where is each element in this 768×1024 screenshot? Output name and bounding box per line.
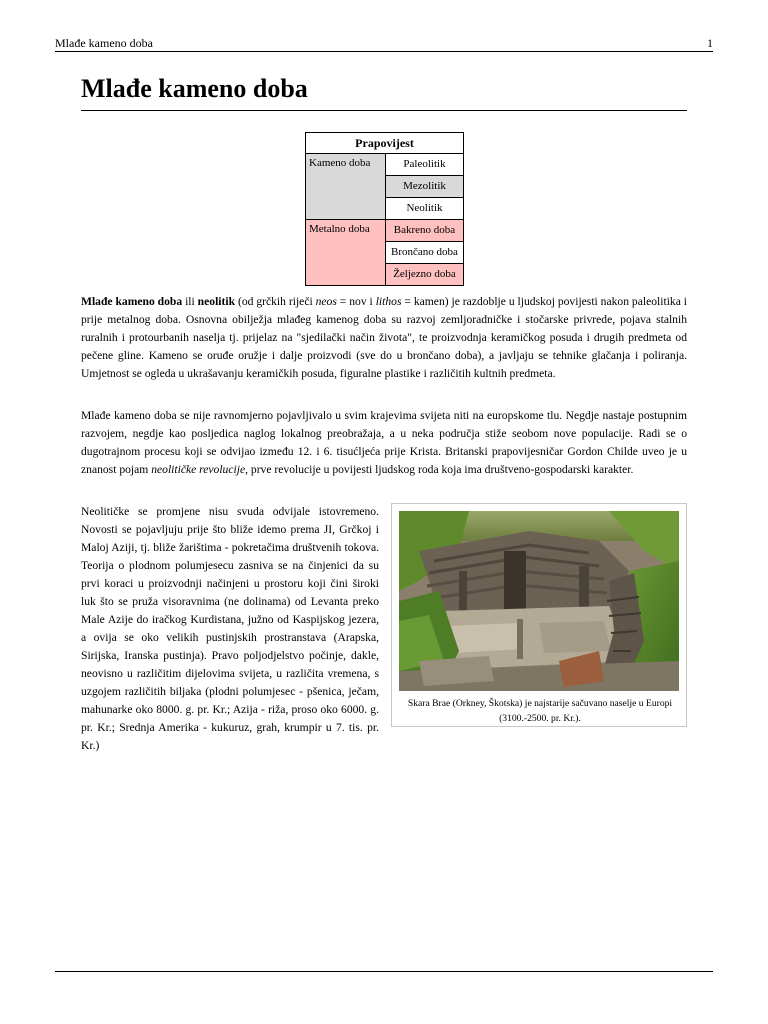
intro-paragraph <box>81 293 687 383</box>
body-paragraph <box>81 503 687 755</box>
figure-caption: Skara Brae (Orkney, Škotska) je najstarije sačuvano naselje u Europi (3100.-2500. pr. Kr.). <box>407 698 673 724</box>
text-run: Neolitičke se promjene nisu svuda odvijale istovremeno. Novosti se pojavljuju prije što bliže idemo prema JI, Grčkoj i Maloj Aziji, tj. bliže žarištima - pokretačima društvenih tokova. Teorija o plodnom polumjesecu zasniva se na činjenici da su prvi koraci u proizvodnji načinjeni u prostoru koji čini široki luk što se pruža visoravnima (ne dolinama) od Levanta preko Male Azije do iračkog Kurdistana, južno od Kaspijskog jezera, a ovija se oko velikih pustinjskih prostranstava (Arapska, Sirijska, Iranska pustinja). Pravo poljodjelstvo počinje, dakle, neovisno u različitim dijelovima svijeta, u različita vremena, s uzgojem različitih biljaka (plodni polumjesec - pšenica, ječam, mahunarke oko 8000. g. pr. Kr.; Azija - riža, proso oko 6000. g. pr. Kr.; Srednja Amerika - kukuruz, grah, krumpir u 7. tis. pr. Kr.) <box>81 505 379 752</box>
infobox-heading: Prapovijest <box>306 133 464 154</box>
text-run: , prve revolucije u povijesti ljudskog roda koja ima društveno-gospodarski karakter. <box>245 463 634 476</box>
term-bold: neolitik <box>197 295 236 308</box>
infobox-stage[interactable]: Paleolitik <box>386 154 464 176</box>
infobox-stage[interactable]: Neolitik <box>386 198 464 220</box>
text-run: = nov i <box>336 295 376 308</box>
running-header <box>55 36 713 50</box>
skara-brae-photo[interactable] <box>399 511 679 691</box>
infobox-stage[interactable]: Željezno doba <box>386 264 464 286</box>
text-run: = kamen) je razdoblje u ljudskoj povijesti nakon paleolitika i prije metalnog doba. Osnovna obilježja mlađeg kamenog doba su razvoj zemljoradničke i stočarske privrede, pojava stalnih ruralnih i protourbanih naselja tj. prijelaz na "sjedilački način života", te proizvodnja keramičkog posuda i drugih predmeta od pečene gline. Kameno se oruđe oružje i dalje proizvodi (sve do u brončano doba), a javljaju se tehnike glačanja i poliranja. Umjetnost se ogleda u ukrašavanju keramičkih posuda, figuralne plastike i različitih kultnih predmeta. <box>81 295 687 380</box>
header-rule <box>55 51 713 52</box>
running-title: Mlađe kameno doba <box>55 36 153 50</box>
text-run: (od grčkih riječi <box>235 295 316 308</box>
body-paragraph <box>81 407 687 479</box>
title-rule <box>81 110 687 111</box>
term-italic: neos <box>315 295 337 308</box>
infobox-group-stone-age: Kameno doba <box>306 154 386 220</box>
term-bold: Mlađe kameno doba <box>81 295 183 308</box>
footer-rule <box>55 971 713 972</box>
infobox-stage[interactable]: Mezolitik <box>386 176 464 198</box>
text-run: Mlađe kameno doba se nije ravnomjerno pojavljivalo u svim krajevima svijeta niti na europskome tlu. Negdje nastaje postupnim razvojem, negdje kao posljedica naglog lokalnog preobražaja, a u neka područja stiže seobom nove populacije. Radi se o dugotrajnom procesu koji se odvijao između 12. i 6. tisućljeća prije Krista. Britanski prapovijesničar Gordon Childe uveo je u znanost pojam <box>81 409 687 476</box>
infobox-prehistory <box>305 132 464 286</box>
infobox-group-metal-age: Metalno doba <box>306 220 386 286</box>
term-italic: lithos <box>375 295 402 308</box>
figure <box>391 503 687 727</box>
infobox-stage[interactable]: Brončano doba <box>386 242 464 264</box>
term-italic: neolitičke revolucije <box>151 463 246 476</box>
page-number: 1 <box>707 36 713 50</box>
infobox-stage[interactable]: Bakreno doba <box>386 220 464 242</box>
text-run: ili <box>182 295 198 308</box>
page-title: Mlađe kameno doba <box>81 74 308 103</box>
